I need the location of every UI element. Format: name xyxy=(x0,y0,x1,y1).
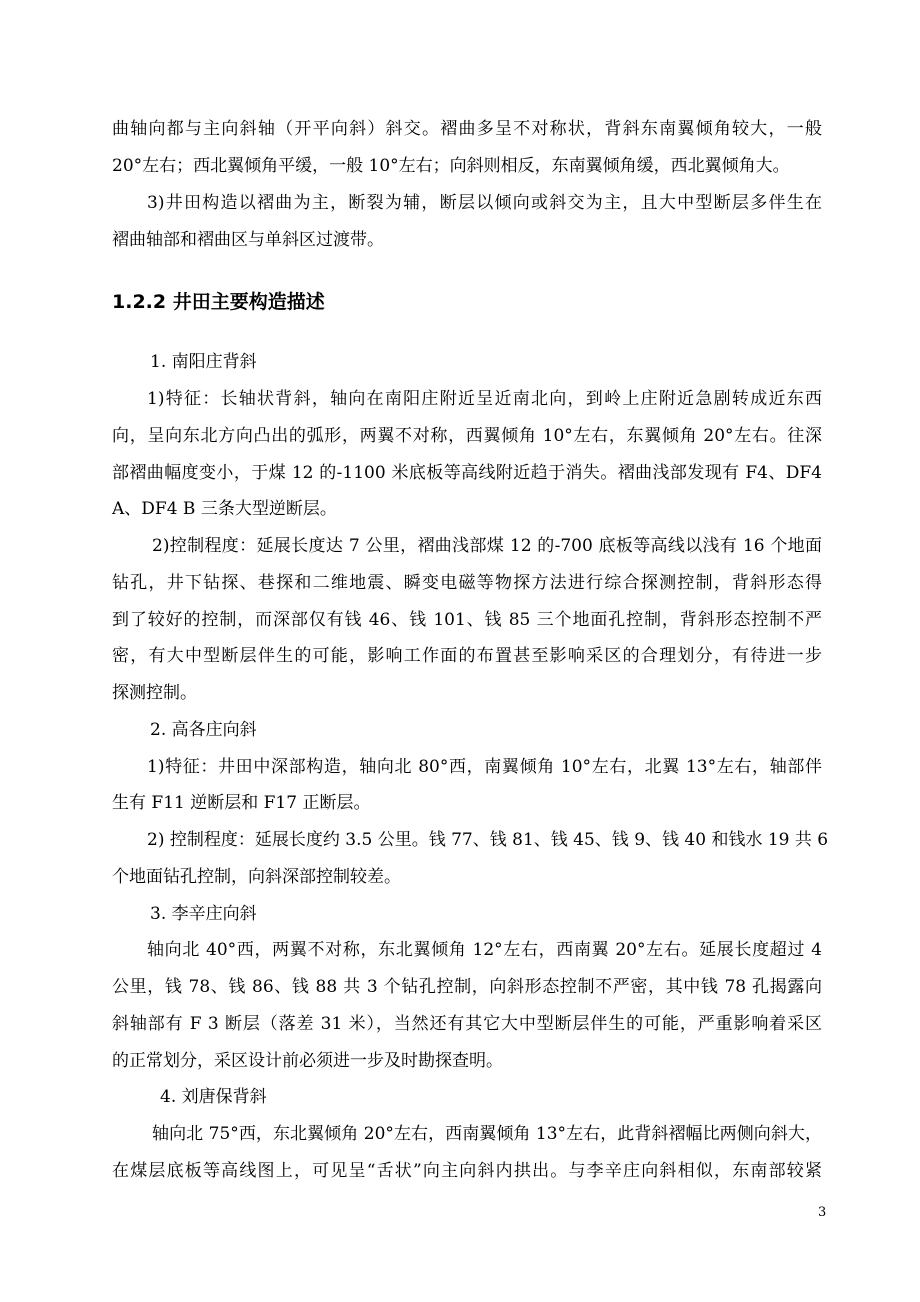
paragraph-line xyxy=(0,608,920,632)
paragraph-line xyxy=(0,755,920,779)
text-line: 在煤层底板等高线图上，可见呈“舌状”向主向斜内拱出。与李辛庄向斜相似，东南部较紧 xyxy=(112,1161,822,1181)
paragraph-line xyxy=(0,191,920,215)
paragraph-line xyxy=(0,117,920,141)
text-line: 1)特征：长轴状背斜，轴向在南阳庄附近呈近南北向，到岭上庄附近急剧转成近东西 xyxy=(147,389,822,409)
text-line: 2)控制程度：延展长度达 7 公里，褶曲浅部煤 12 的-700 底板等高线以浅有 16 个地面 xyxy=(152,536,822,556)
paragraph-line xyxy=(0,461,920,485)
paragraph-line xyxy=(0,387,920,411)
paragraph-line xyxy=(0,1122,920,1146)
subsection-title-text: 2. 高各庄向斜 xyxy=(150,720,257,740)
text-line: 探测控制。 xyxy=(112,683,197,703)
text-line: 2) 控制程度：延展长度约 3.5 公里。钱 77、钱 81、钱 45、钱 9、钱 40 和钱水 19 共 6 xyxy=(147,830,829,850)
text-line: 生有 F11 逆断层和 F17 正断层。 xyxy=(112,793,371,813)
text-line: 轴向北 40°西，两翼不对称，东北翼倾角 12°左右，西南翼 20°左右。延展长度超过 4 xyxy=(147,940,822,960)
paragraph-line xyxy=(0,828,920,852)
section-heading-text: 1.2.2 井田主要构造描述 xyxy=(112,291,325,313)
paragraph-line xyxy=(0,644,920,668)
text-line: 20°左右；西北翼倾角平缓，一般 10°左右；向斜则相反，东南翼倾角缓，西北翼倾角大。 xyxy=(112,156,790,176)
text-line: A、DF4 B 三条大型逆断层。 xyxy=(112,499,337,519)
paragraph-line xyxy=(0,571,920,595)
text-line: 曲轴向都与主向斜轴（开平向斜）斜交。褶曲多呈不对称状，背斜东南翼倾角较大，一般 xyxy=(112,119,822,139)
text-line: 到了较好的控制，而深部仅有钱 46、钱 101、钱 85 三个地面孔控制，背斜形态控制不严 xyxy=(112,610,822,630)
paragraph-line xyxy=(0,1012,920,1036)
paragraph-line xyxy=(0,424,920,448)
text-line: 向，呈向东北方向凸出的弧形，两翼不对称，西翼倾角 10°左右，东翼倾角 20°左右。往深 xyxy=(112,426,822,446)
text-line: 1)特征：井田中深部构造，轴向北 80°西，南翼倾角 10°左右，北翼 13°左右，轴部伴 xyxy=(147,757,822,777)
subsection-title-text: 4. 刘唐保背斜 xyxy=(160,1087,267,1107)
text-line: 个地面钻孔控制，向斜深部控制较差。 xyxy=(112,867,401,887)
paragraph-line xyxy=(0,1159,920,1183)
paragraph-line xyxy=(0,534,920,558)
paragraph-line xyxy=(0,938,920,962)
subsection-title-text: 1. 南阳庄背斜 xyxy=(150,352,257,372)
page-number: 3 xyxy=(818,1205,827,1220)
text-line: 公里，钱 78、钱 86、钱 88 共 3 个钻孔控制，向斜形态控制不严密，其中钱 78 孔揭露向 xyxy=(112,977,822,997)
subsection-title-text: 3. 李辛庄向斜 xyxy=(150,904,257,924)
text-line: 斜轴部有 F 3 断层（落差 31 米），当然还有其它大中型断层伴生的可能，严重影响着采区 xyxy=(112,1014,822,1034)
text-line: 轴向北 75°西，东北翼倾角 20°左右，西南翼倾角 13°左右，此背斜褶幅比两侧向斜大， xyxy=(152,1124,822,1144)
text-line: 密，有大中型断层伴生的可能，影响工作面的布置甚至影响采区的合理划分，有待进一步 xyxy=(112,646,822,666)
text-line: 部褶曲幅度变小，于煤 12 的-1100 米底板等高线附近趋于消失。褶曲浅部发现有 F4、DF4 xyxy=(112,463,822,483)
text-line: 钻孔，井下钻探、巷探和二维地震、瞬变电磁等物探方法进行综合探测控制，背斜形态得 xyxy=(112,573,822,593)
text-line: 的正常划分，采区设计前必须进一步及时勘探查明。 xyxy=(112,1051,503,1071)
paragraph-line xyxy=(0,975,920,999)
text-line: 3)井田构造以褶曲为主，断裂为辅，断层以倾向或斜交为主，且大中型断层多伴生在 xyxy=(147,193,822,213)
text-line: 褶曲轴部和褶曲区与单斜区过渡带。 xyxy=(112,230,384,250)
